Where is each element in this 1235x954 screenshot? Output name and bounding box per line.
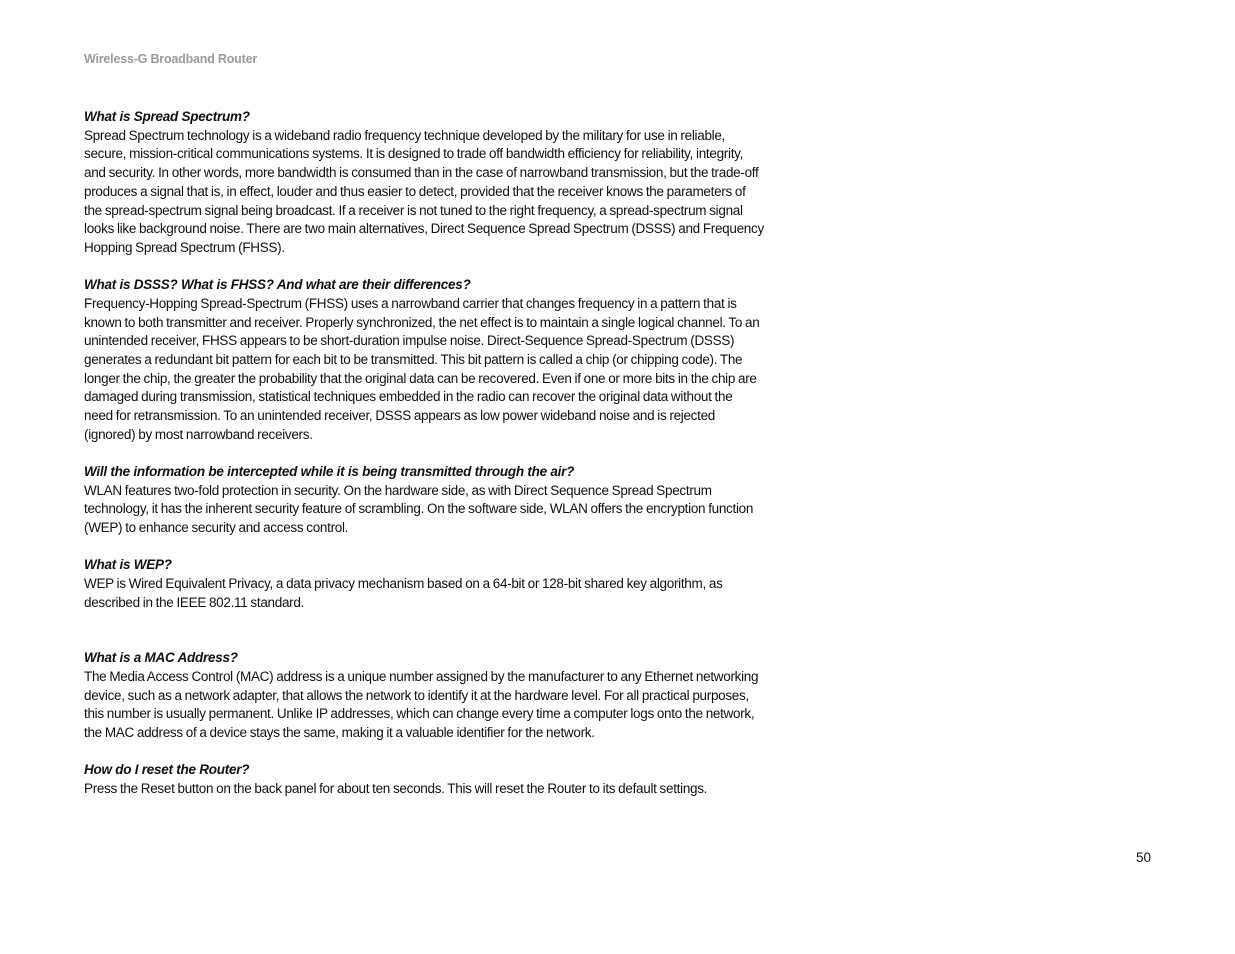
faq-answer: The Media Access Control (MAC) address is a unique number assigned by the manufacturer to any Ethernet networking device, such as a network adapter, that allows the network to identify it at the hardware level. For all practical purposes, this number is usually permanent. Unlike IP addresses, which can change every time a computer logs onto the network, the MAC address of a device stays the same, making it a valuable identifier for the network. xyxy=(84,669,759,741)
faq-content xyxy=(84,108,764,817)
faq-answer: WLAN features two-fold protection in security. On the hardware side, as with Direct Sequence Spread Spectrum technology, it has the inherent security feature of scrambling. On the software side, WLAN offers the encryption function (WEP) to enhance security and access control. xyxy=(84,482,754,536)
faq-question: What is a MAC Address? xyxy=(84,650,238,666)
faq-question: What is DSSS? What is FHSS? And what are their differences? xyxy=(84,277,471,293)
running-header: Wireless-G Broadband Router xyxy=(84,52,257,66)
faq-answer: Press the Reset button on the back panel for about ten seconds. This will reset the Router to its default settings. xyxy=(84,781,708,797)
faq-question: Will the information be intercepted while it is being transmitted through the air? xyxy=(84,463,575,479)
faq-answer: Spread Spectrum technology is a wideband radio frequency technique developed by the military for use in reliable, secure, mission-critical communications systems. It is designed to trade off bandwidth efficiency for reliability, integrity, and security. In other words, more bandwidth is consumed than in the case of narrowband transmission, but the trade-off produces a signal that is, in effect, louder and thus easier to detect, provided that the receiver knows the parameters of the spread-spectrum signal being broadcast. If a receiver is not tuned to the right frequency, a spread-spectrum signal looks like background noise. There are two main alternatives, Direct Sequence Spread Spectrum (DSSS) and Frequency Hopping Spread Spectrum (FHSS). xyxy=(84,127,764,255)
page-number: 50 xyxy=(1136,850,1152,865)
faq-item-reset-router xyxy=(84,761,764,798)
faq-question: What is Spread Spectrum? xyxy=(84,109,250,124)
faq-item-dsss-fhss xyxy=(84,276,764,444)
faq-question: What is WEP? xyxy=(84,557,172,573)
faq-item-wep xyxy=(84,556,764,612)
faq-item-interception xyxy=(84,463,764,538)
faq-answer: Frequency-Hopping Spread-Spectrum (FHSS) uses a narrowband carrier that changes frequency in a pattern that is known to both transmitter and receiver. Properly synchronized, the net effect is to maintain a single logical channel. To an unintended receiver, FHSS appears to be short-duration impulse noise. Direct-Sequence Spread-Spectrum (DSSS) generates a redundant bit pattern for each bit to be transmitted. This bit pattern is called a chip (or chipping code). The longer the chip, the greater the probability that the original data can be recovered. Even if one or more bits in the chip are damaged during transmission, statistical techniques embedded in the radio can recover the original data without the need for retransmission. To an unintended receiver, DSSS appears as low power wideband noise and is rejected (ignored) by most narrowband receivers. xyxy=(84,295,760,442)
faq-question: How do I reset the Router? xyxy=(84,762,250,778)
faq-item-mac-address xyxy=(84,649,764,743)
faq-answer: WEP is Wired Equivalent Privacy, a data privacy mechanism based on a 64-bit or 128-bit shared key algorithm, as described in the IEEE 802.11 standard. xyxy=(84,575,723,610)
faq-item-spread-spectrum xyxy=(84,108,764,258)
